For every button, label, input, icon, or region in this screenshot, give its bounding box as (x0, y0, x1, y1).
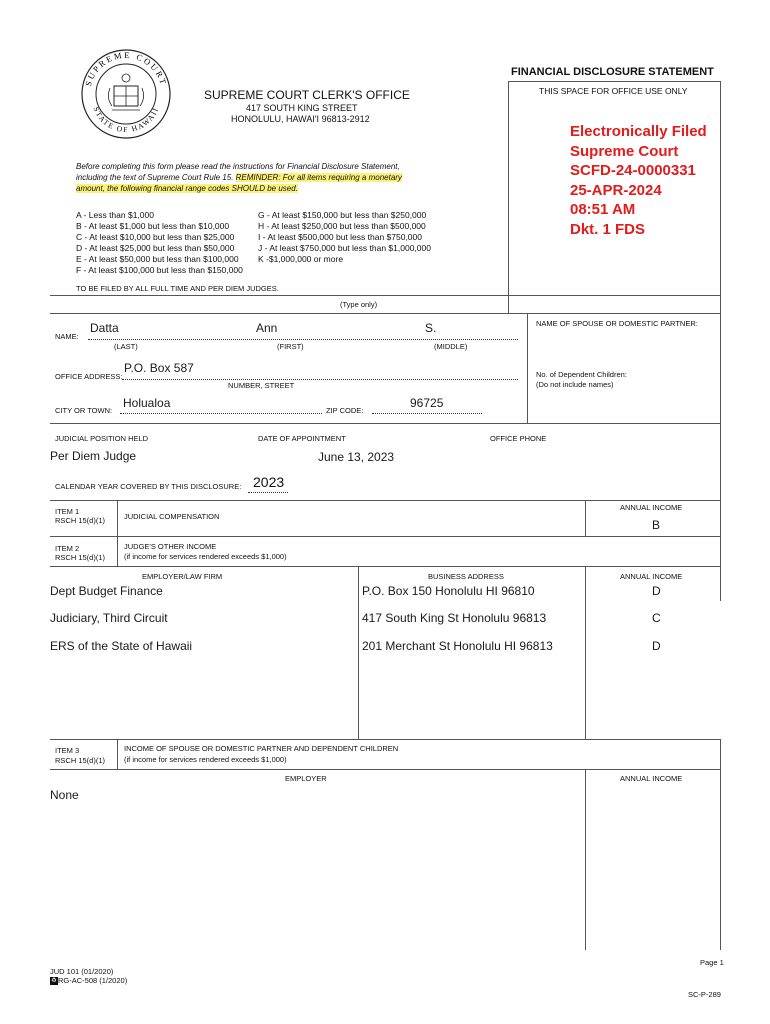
item2-income-cell: C (652, 611, 661, 625)
stamp-line: Supreme Court (570, 142, 679, 160)
spouse-label: NAME OF SPOUSE OR DOMESTIC PARTNER: (536, 319, 698, 328)
office-use-box-left (508, 81, 509, 314)
svg-text:SUPREME COURT: SUPREME COURT (82, 49, 170, 88)
item3-rule: RSCH 15(d)(1) (55, 756, 106, 765)
calendar-year-label: CALENDAR YEAR COVERED BY THIS DISCLOSURE: (55, 482, 242, 491)
item1-income-divider (585, 500, 586, 536)
section-rule (50, 423, 720, 424)
office-address-line1: 417 SOUTH KING STREET (246, 103, 358, 113)
position-label: JUDICIAL POSITION HELD (55, 434, 149, 443)
office-use-box-right (720, 81, 721, 601)
name-label: NAME: (55, 332, 79, 341)
range-code: K -$1,000,000 or more (258, 254, 344, 264)
item1-title: JUDICIAL COMPENSATION (124, 512, 220, 521)
item3-title: INCOME OF SPOUSE OR DOMESTIC PARTNER AND DEPENDENT CHILDREN (124, 744, 399, 753)
zip-value: 96725 (410, 396, 444, 410)
calendar-year-value: 2023 (253, 474, 285, 490)
item2-col-divider (585, 566, 586, 739)
last-name-label: (LAST) (114, 342, 138, 351)
type-only-note: (Type only) (340, 300, 378, 309)
section-rule (50, 566, 720, 567)
item2-income-cell: D (652, 584, 661, 598)
office-address-label: OFFICE ADDRESS: (55, 372, 123, 381)
stamp-line: 08:51 AM (570, 201, 636, 218)
item3-employer-header: EMPLOYER (285, 774, 327, 783)
section-rule (50, 313, 720, 314)
instructions (76, 161, 402, 194)
city-value: Holualoa (123, 396, 171, 410)
item1-divider (117, 500, 118, 536)
position-value: Per Diem Judge (50, 449, 137, 463)
section-rule (50, 739, 720, 740)
middle-name-value: S. (425, 321, 437, 335)
item2-income-cell: D (652, 639, 661, 653)
range-code: C - At least $10,000 but less than $25,000 (76, 232, 235, 242)
header-rule (508, 81, 720, 82)
supreme-court-seal (80, 48, 172, 140)
calendar-year-underline (248, 492, 288, 493)
item1-income-label: ANNUAL INCOME (620, 503, 683, 512)
item2-address-cell: 417 South King St Honolulu 96813 (362, 611, 547, 625)
section-rule (50, 500, 720, 501)
section-rule (50, 536, 720, 537)
instructions-text: including the text of Supreme Court Rule 15. (76, 173, 236, 182)
instructions-line (76, 183, 402, 194)
range-code: E - At least $50,000 but less than $100,000 (76, 254, 239, 264)
item3-number: ITEM 3 (55, 746, 80, 755)
item3-col-divider (585, 769, 586, 950)
item2-employer-cell: Judiciary, Third Circuit (50, 611, 168, 625)
address-underline (122, 379, 518, 380)
item3-employer-value: None (50, 788, 79, 802)
spouse-box-left (527, 313, 528, 423)
first-name-label: (FIRST) (277, 342, 304, 351)
middle-name-label: (MIDDLE) (434, 342, 468, 351)
item1-rule: RSCH 15(d)(1) (55, 516, 106, 525)
last-name-value: Datta (90, 321, 119, 335)
dependents-label: No. of Dependent Children: (536, 370, 627, 379)
stamp-line: Electronically Filed (570, 123, 707, 140)
office-address-value: P.O. Box 587 (124, 361, 194, 375)
item2-subtitle: (if income for services rendered exceeds $1,000) (124, 552, 287, 561)
range-code: H - At least $250,000 but less than $500,000 (258, 221, 426, 231)
stamp-line: 25-APR-2024 (570, 181, 662, 199)
svg-text:STATE OF HAWAII: STATE OF HAWAII (91, 105, 161, 135)
range-code: I - At least $500,000 but less than $750,000 (258, 232, 422, 242)
item2-employer-header: EMPLOYER/LAW FIRM (142, 572, 223, 581)
item2-address-cell: P.O. Box 150 Honolulu HI 96810 (362, 584, 535, 598)
instructions-line (76, 172, 402, 183)
appointment-date-label: DATE OF APPOINTMENT (258, 434, 346, 443)
rg-number (50, 976, 127, 985)
stamp-line: Dkt. 1 FDS (570, 220, 646, 238)
range-code: D - At least $25,000 but less than $50,000 (76, 243, 235, 253)
office-use-label: THIS SPACE FOR OFFICE USE ONLY (539, 86, 688, 96)
item2-income-header: ANNUAL INCOME (620, 572, 683, 581)
item3-subtitle: (if income for services rendered exceeds $1,000) (124, 755, 287, 764)
office-address-line2: HONOLULU, HAWAI'I 96813-2912 (231, 114, 370, 124)
reminder-highlight: REMINDER: For all items requiring a monetary (235, 173, 402, 182)
range-code: B - At least $1,000 but less than $10,000 (76, 221, 230, 231)
section-rule (50, 295, 720, 296)
zip-label: ZIP CODE: (326, 406, 364, 415)
item2-rule: RSCH 15(d)(1) (55, 553, 106, 562)
item3-divider (117, 739, 118, 769)
zip-underline (372, 413, 482, 414)
item2-employer-cell: Dept Budget Finance (50, 584, 163, 598)
range-codes-left (76, 210, 243, 276)
item1-number: ITEM 1 (55, 507, 80, 516)
item2-employer-cell: ERS of the State of Hawaii (50, 639, 193, 653)
city-underline (120, 413, 322, 414)
item2-title: JUDGE'S OTHER INCOME (124, 542, 217, 551)
range-code: J - At least $750,000 but less than $1,000,000 (258, 243, 431, 253)
item2-col-divider (358, 566, 359, 739)
office-phone-label: OFFICE PHONE (490, 434, 547, 443)
item1-income-value: B (652, 518, 661, 532)
section-rule (50, 769, 720, 770)
page-number: Page 1 (700, 958, 724, 967)
item3-box-right (720, 739, 721, 950)
item2-divider (117, 536, 118, 566)
range-code: A - Less than $1,000 (76, 210, 154, 220)
stamp-line: SCFD-24-0000331 (570, 162, 696, 179)
name-underline (88, 339, 518, 340)
first-name-value: Ann (256, 321, 278, 335)
item3-income-header: ANNUAL INCOME (620, 774, 683, 783)
rg-number-text: RG-AC-508 (1/2020) (58, 976, 128, 985)
item2-address-cell: 201 Merchant St Honolulu HI 96813 (362, 639, 553, 653)
office-name: SUPREME COURT CLERK'S OFFICE (204, 88, 410, 102)
filing-stamp (570, 122, 707, 239)
item2-address-header: BUSINESS ADDRESS (428, 572, 504, 581)
range-code: G - At least $150,000 but less than $250,000 (258, 210, 427, 220)
range-code: F - At least $100,000 but less than $150,000 (76, 265, 243, 275)
filed-by-note: TO BE FILED BY ALL FULL TIME AND PER DIEM JUDGES. (76, 284, 279, 293)
recycle-icon: ♻ (51, 978, 57, 985)
reminder-highlight: amount, the following financial range codes SHOULD be used. (76, 184, 298, 193)
form-number: JUD 101 (01/2020) (50, 967, 114, 976)
number-street-label: NUMBER, STREET (228, 381, 295, 390)
form-title: FINANCIAL DISCLOSURE STATEMENT (511, 66, 714, 78)
appointment-date-value: June 13, 2023 (318, 450, 395, 464)
instructions-line: Before completing this form please read the instructions for Financial Disclosure Statement, (76, 162, 400, 171)
item2-number: ITEM 2 (55, 544, 80, 553)
dependents-note: (Do not include names) (536, 380, 614, 389)
form-code: SC-P-289 (688, 990, 721, 999)
range-codes-right (258, 210, 431, 265)
city-label: CITY OR TOWN: (55, 406, 113, 415)
